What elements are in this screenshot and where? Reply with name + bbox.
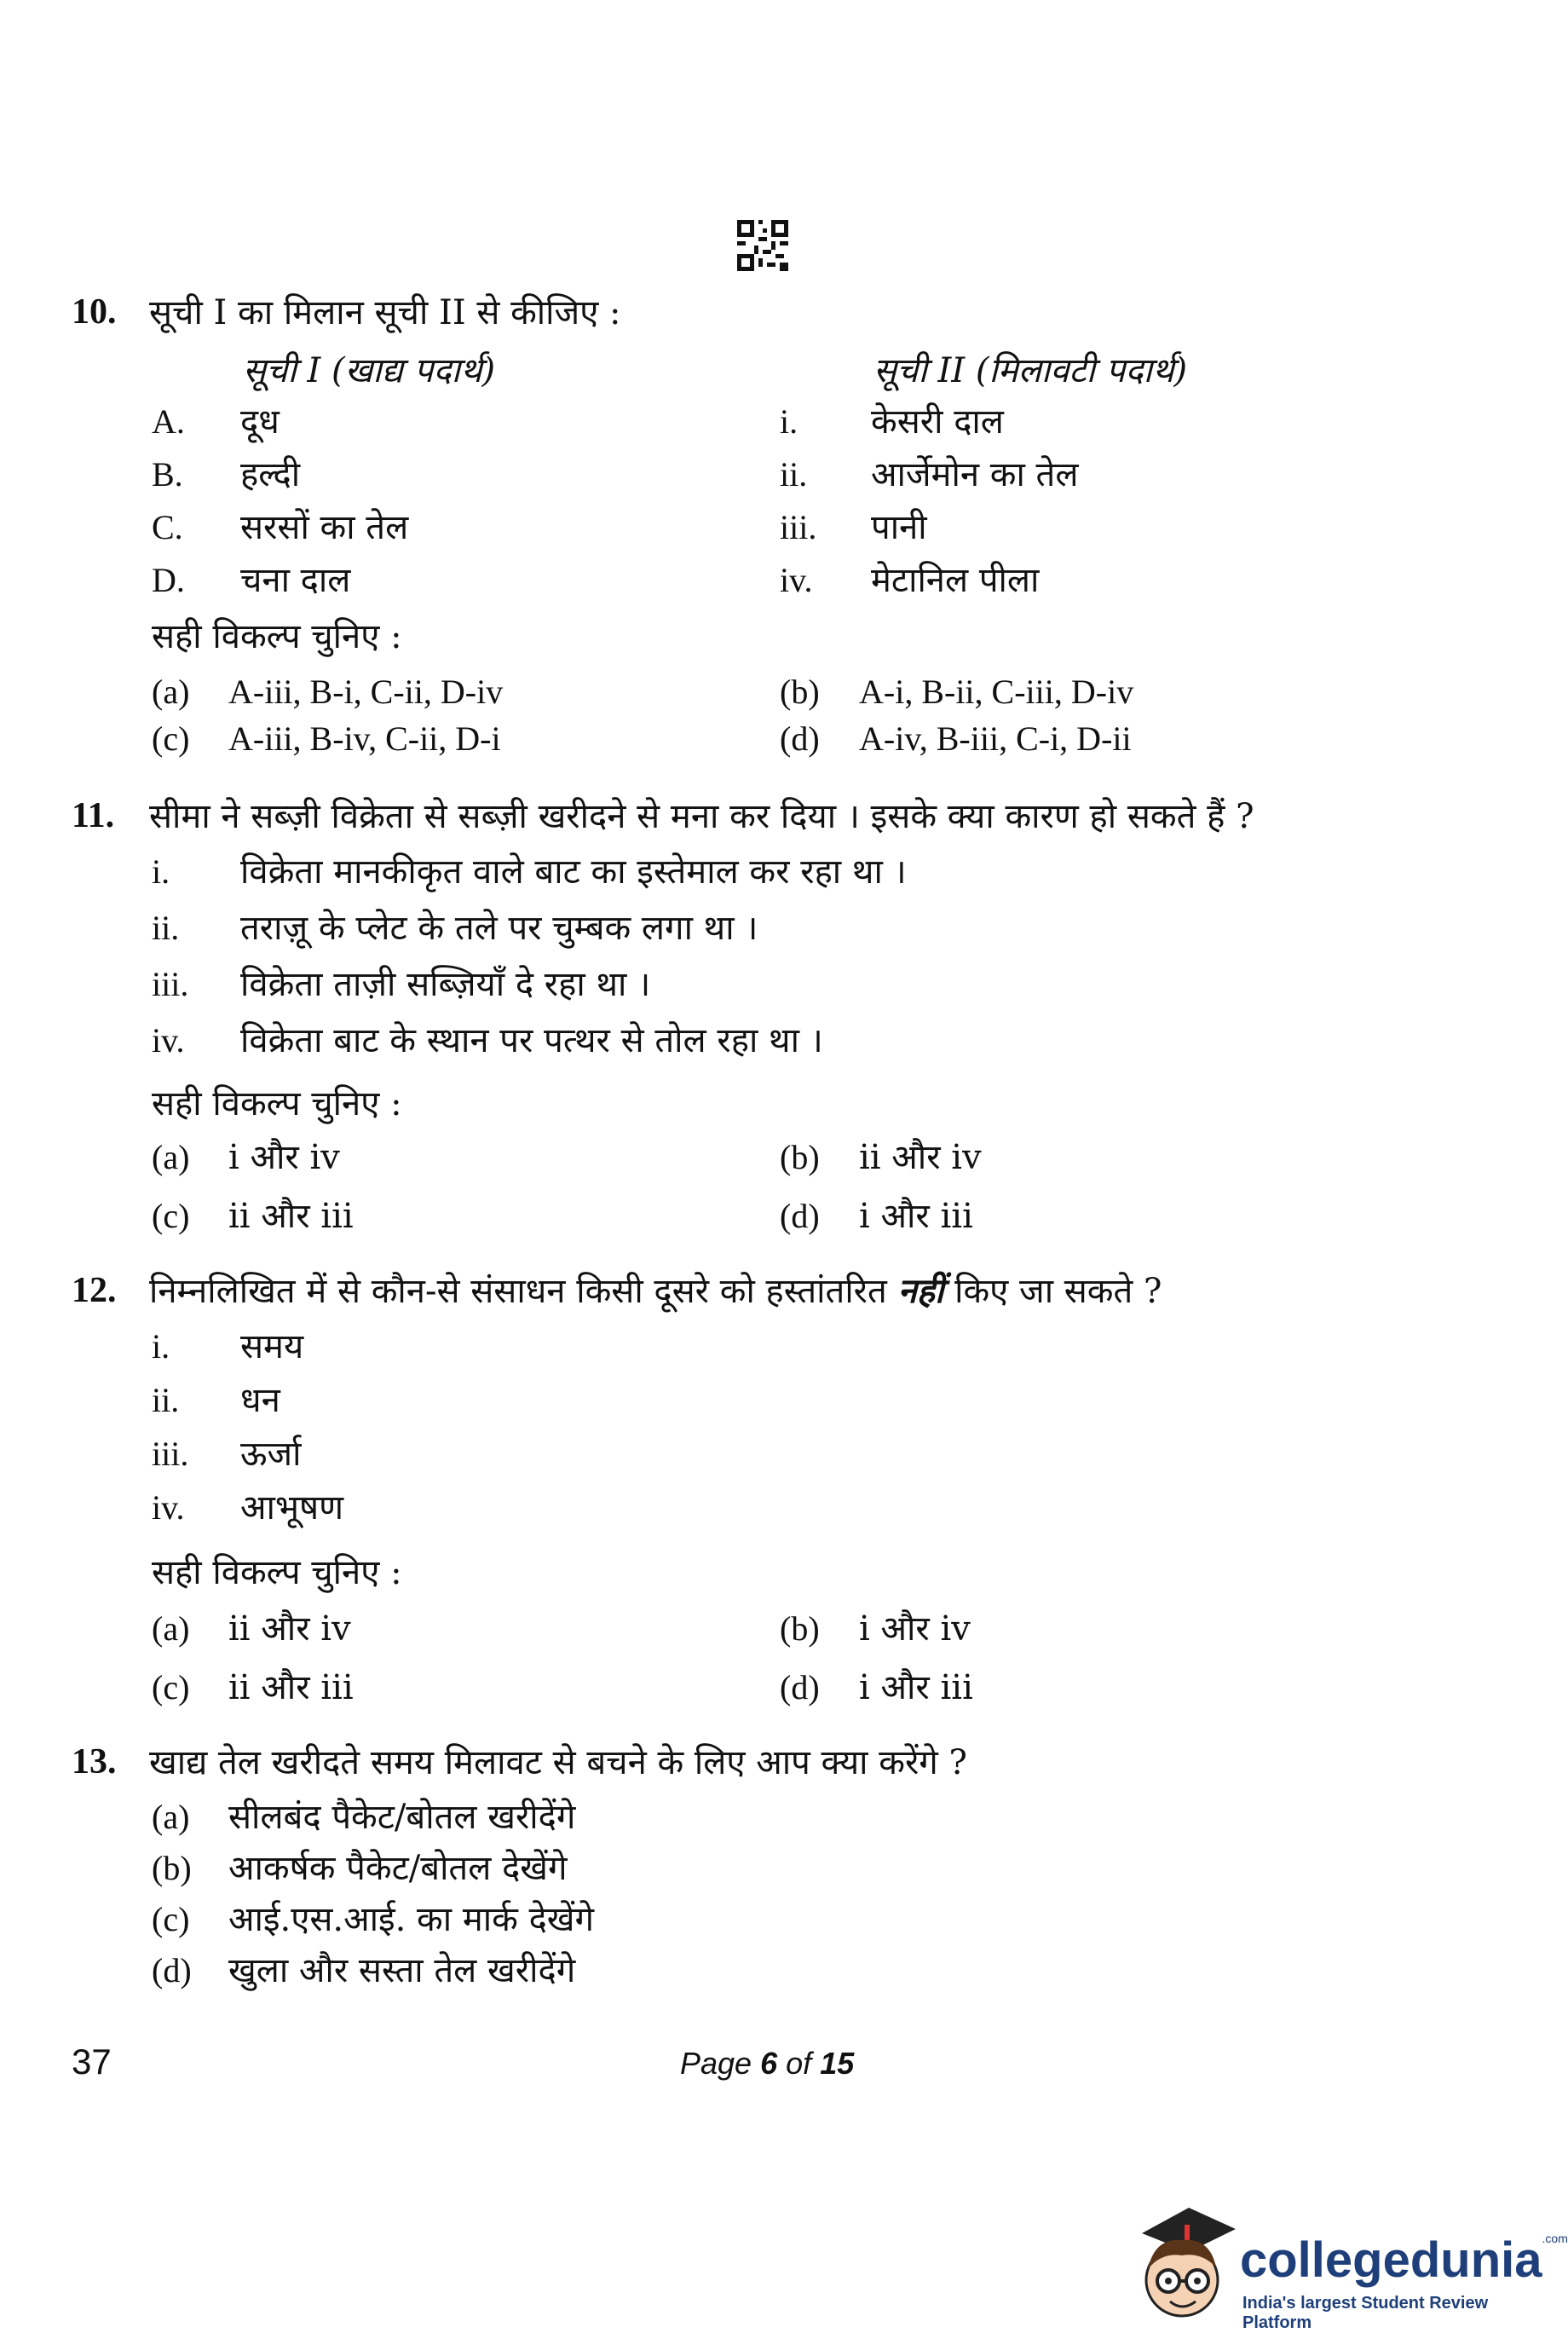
option-b: आकर्षक पैकेट/बोतल देखेंगे — [228, 1849, 568, 1888]
question-stem — [149, 1270, 1162, 1313]
option-d: i और iii — [859, 1668, 973, 1707]
list2-label: i. — [780, 402, 798, 441]
list-item: विक्रेता बाट के स्थान पर पत्थर से तोल रहा था । — [240, 1021, 823, 1060]
option-c: ii और iii — [228, 1668, 354, 1707]
page-total: 15 — [820, 2046, 855, 2081]
option-b: ii और iv — [859, 1138, 982, 1177]
item-label: iii. — [152, 1435, 189, 1473]
brand-tagline: India's largest Student Review Platform — [1242, 2294, 1489, 2332]
option-label: (d) — [780, 1197, 820, 1235]
list-item: धन — [240, 1381, 280, 1420]
choose-instruction: सही विकल्प चुनिए : — [152, 1553, 402, 1592]
option-label: (b) — [152, 1849, 192, 1887]
option-a: i और iv — [228, 1138, 340, 1177]
option-c: ii और iii — [228, 1197, 354, 1236]
page-indicator — [680, 2046, 854, 2082]
of-word: of — [786, 2046, 812, 2081]
option-label: (b) — [780, 1609, 820, 1648]
item-label: iv. — [152, 1488, 185, 1527]
option-label: (a) — [152, 1798, 190, 1836]
option-d: i और iii — [859, 1197, 973, 1236]
item-label: ii. — [152, 1381, 180, 1419]
item-label: iv. — [152, 1021, 185, 1060]
list-item: समय — [240, 1327, 304, 1366]
option-label: (d) — [780, 1668, 820, 1706]
list1-item: सरसों का तेल — [240, 508, 409, 547]
item-label: i. — [152, 1327, 170, 1366]
question-number: 11. — [72, 796, 115, 835]
option-a: A-iii, B-i, C-ii, D-iv — [228, 673, 504, 711]
brand-dotcom: .com — [1542, 2232, 1568, 2245]
option-label: (d) — [780, 719, 820, 758]
list1-label: B. — [152, 455, 183, 494]
page-number: 6 — [760, 2046, 778, 2081]
option-label: (d) — [152, 1951, 192, 1989]
mascot-logo-icon — [1129, 2199, 1240, 2324]
question-number: 10. — [72, 292, 117, 332]
stem-text: निम्नलिखित में से कौन-से संसाधन किसी दूसरे को हस्तांतरित — [149, 1272, 887, 1311]
option-label: (b) — [780, 1138, 820, 1176]
option-d: खुला और सस्ता तेल खरीदेंगे — [228, 1951, 576, 1990]
list2-item: आर्जेमोन का तेल — [871, 455, 1079, 494]
brand-name — [1240, 2232, 1568, 2289]
list1-item: चना दाल — [240, 561, 351, 600]
option-a: सीलबंद पैकेट/बोतल खरीदेंगे — [228, 1798, 576, 1837]
option-label: (a) — [152, 1138, 190, 1176]
option-label: (c) — [152, 1900, 190, 1938]
option-c: A-iii, B-iv, C-ii, D-i — [228, 719, 501, 758]
question-stem: सूची I का मिलान सूची II से कीजिए : — [149, 293, 621, 332]
option-label: (c) — [152, 1668, 190, 1706]
item-label: iii. — [152, 965, 189, 1003]
list1-header: सूची I (खाद्य पदार्थ) — [243, 351, 496, 390]
choose-instruction: सही विकल्प चुनिए : — [152, 617, 402, 656]
list1-label: D. — [152, 561, 185, 599]
question-number: 12. — [72, 1271, 117, 1310]
list2-label: iii. — [780, 508, 817, 546]
list2-item: मेटानिल पीला — [871, 561, 1040, 600]
question-stem: खाद्य तेल खरीदते समय मिलावट से बचने के लिए आप क्या करेंगे ? — [149, 1743, 967, 1782]
option-label: (b) — [780, 673, 820, 711]
list1-item: हल्दी — [240, 455, 301, 494]
stem-text: किए जा सकते ? — [954, 1272, 1162, 1311]
stem-negation: नहीं — [897, 1271, 944, 1311]
list-item: तराज़ू के प्लेट के तले पर चुम्बक लगा था । — [240, 909, 758, 948]
question-number: 13. — [72, 1742, 117, 1782]
question-stem: सीमा ने सब्ज़ी विक्रेता से सब्ज़ी खरीदने से मना कर दिया । इसके क्या कारण हो सकते हैं ? — [149, 797, 1254, 836]
list1-label: A. — [152, 402, 185, 441]
list1-label: C. — [152, 508, 183, 546]
option-a: ii और iv — [228, 1609, 351, 1649]
list2-header: सूची II (मिलावटी पदार्थ) — [873, 351, 1188, 390]
list2-label: iv. — [780, 561, 813, 599]
choose-instruction: सही विकल्प चुनिए : — [152, 1084, 402, 1123]
item-label: i. — [152, 852, 170, 891]
option-label: (a) — [152, 673, 190, 711]
option-label: (c) — [152, 719, 190, 758]
option-c: आई.एस.आई. का मार्क देखेंगे — [228, 1900, 595, 1939]
item-label: ii. — [152, 909, 180, 947]
paper-code: 37 — [72, 2041, 112, 2082]
list-item: आभूषण — [240, 1488, 344, 1527]
page-word: Page — [680, 2046, 752, 2081]
option-d: A-iv, B-iii, C-i, D-ii — [859, 719, 1132, 758]
list-item: विक्रेता ताज़ी सब्ज़ियाँ दे रहा था । — [240, 965, 651, 1004]
option-b: A-i, B-ii, C-iii, D-iv — [859, 673, 1134, 711]
list2-item: पानी — [871, 508, 927, 547]
list-item: ऊर्जा — [240, 1435, 302, 1474]
option-label: (a) — [152, 1609, 190, 1648]
option-label: (c) — [152, 1197, 190, 1235]
qr-code-icon — [737, 220, 788, 271]
brand-wordmark: collegedunia — [1240, 2232, 1542, 2288]
list2-label: ii. — [780, 455, 808, 494]
list2-item: केसरी दाल — [871, 402, 1004, 442]
list-item: विक्रेता मानकीकृत वाले बाट का इस्तेमाल कर रहा था । — [240, 852, 907, 892]
list1-item: दूध — [240, 402, 280, 442]
option-b: i और iv — [859, 1609, 971, 1649]
